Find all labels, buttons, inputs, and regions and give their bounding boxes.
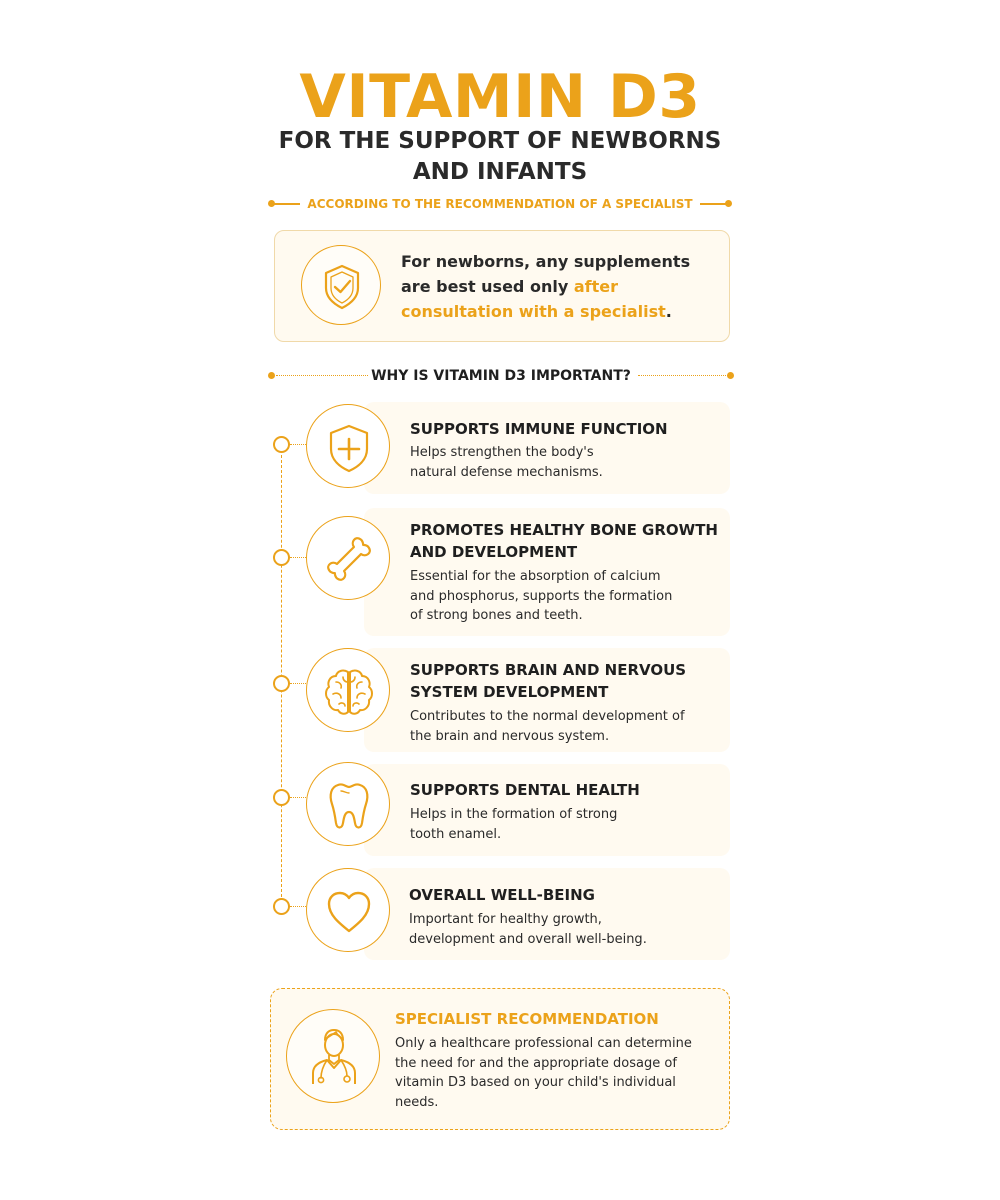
timeline-dot — [273, 436, 290, 453]
timeline-dot — [273, 898, 290, 915]
shield-check-icon — [301, 245, 381, 325]
benefit-title: SUPPORTS BRAIN AND NERVOUS SYSTEM DEVELOPMENT — [410, 661, 687, 701]
specialist-title: SPECIALIST RECOMMENDATION — [395, 1010, 659, 1028]
consultation-text-before: For newborns, any supplements are best used only — [401, 252, 691, 296]
timeline-connector — [290, 906, 306, 907]
why-section-heading-row — [268, 366, 734, 386]
tagline-text: ACCORDING TO THE RECOMMENDATION OF A SPECIALIST — [307, 197, 693, 211]
specialist-description: Only a healthcare professional can determine the need for and the appropriate dosage of vitamin D3 based on your child's individual needs. — [395, 1036, 692, 1110]
benefit-description: Helps in the formation of strong tooth enamel. — [410, 807, 618, 842]
why-section-heading: WHY IS VITAMIN D3 IMPORTANT? — [371, 368, 631, 384]
timeline-connector — [290, 444, 306, 445]
tooth-icon — [306, 762, 390, 846]
page-subtitle: FOR THE SUPPORT OF NEWBORNS AND INFANTS — [278, 128, 722, 185]
timeline-dot — [273, 675, 290, 692]
benefit-title: OVERALL WELL-BEING — [409, 886, 595, 904]
consultation-notice-text — [401, 249, 716, 324]
consultation-notice-card — [274, 230, 730, 342]
page-title: VITAMIN D3 — [299, 62, 701, 132]
heart-icon — [306, 868, 390, 952]
benefit-title: SUPPORTS IMMUNE FUNCTION — [410, 420, 668, 438]
tagline-dot-right — [725, 200, 732, 207]
benefit-description: Important for healthy growth, development and overall well-being. — [409, 912, 647, 947]
brain-icon — [306, 648, 390, 732]
why-dot-right — [727, 372, 734, 379]
benefit-description: Helps strengthen the body's natural defense mechanisms. — [410, 445, 603, 480]
timeline-connector — [290, 557, 306, 558]
timeline-connector — [290, 797, 306, 798]
specialist-recommendation-card — [270, 988, 730, 1130]
benefit-title: PROMOTES HEALTHY BONE GROWTH AND DEVELOPMENT — [410, 521, 718, 561]
doctor-icon — [286, 1009, 380, 1103]
timeline-connector — [290, 683, 306, 684]
consultation-text-after: . — [665, 302, 672, 321]
recommendation-tagline — [268, 194, 732, 214]
timeline-dot — [273, 789, 290, 806]
shield-plus-icon — [306, 404, 390, 488]
why-rule-right — [638, 375, 728, 376]
benefit-title: SUPPORTS DENTAL HEALTH — [410, 781, 640, 799]
bone-icon — [306, 516, 390, 600]
benefit-description: Contributes to the normal development of the brain and nervous system. — [410, 709, 685, 744]
timeline-dot — [273, 549, 290, 566]
consultation-highlight: after consultation with a specialist — [401, 277, 666, 321]
benefit-description: Essential for the absorption of calcium and phosphorus, supports the formation of strong bones and teeth. — [410, 569, 673, 623]
tagline-rule-right — [700, 203, 726, 205]
